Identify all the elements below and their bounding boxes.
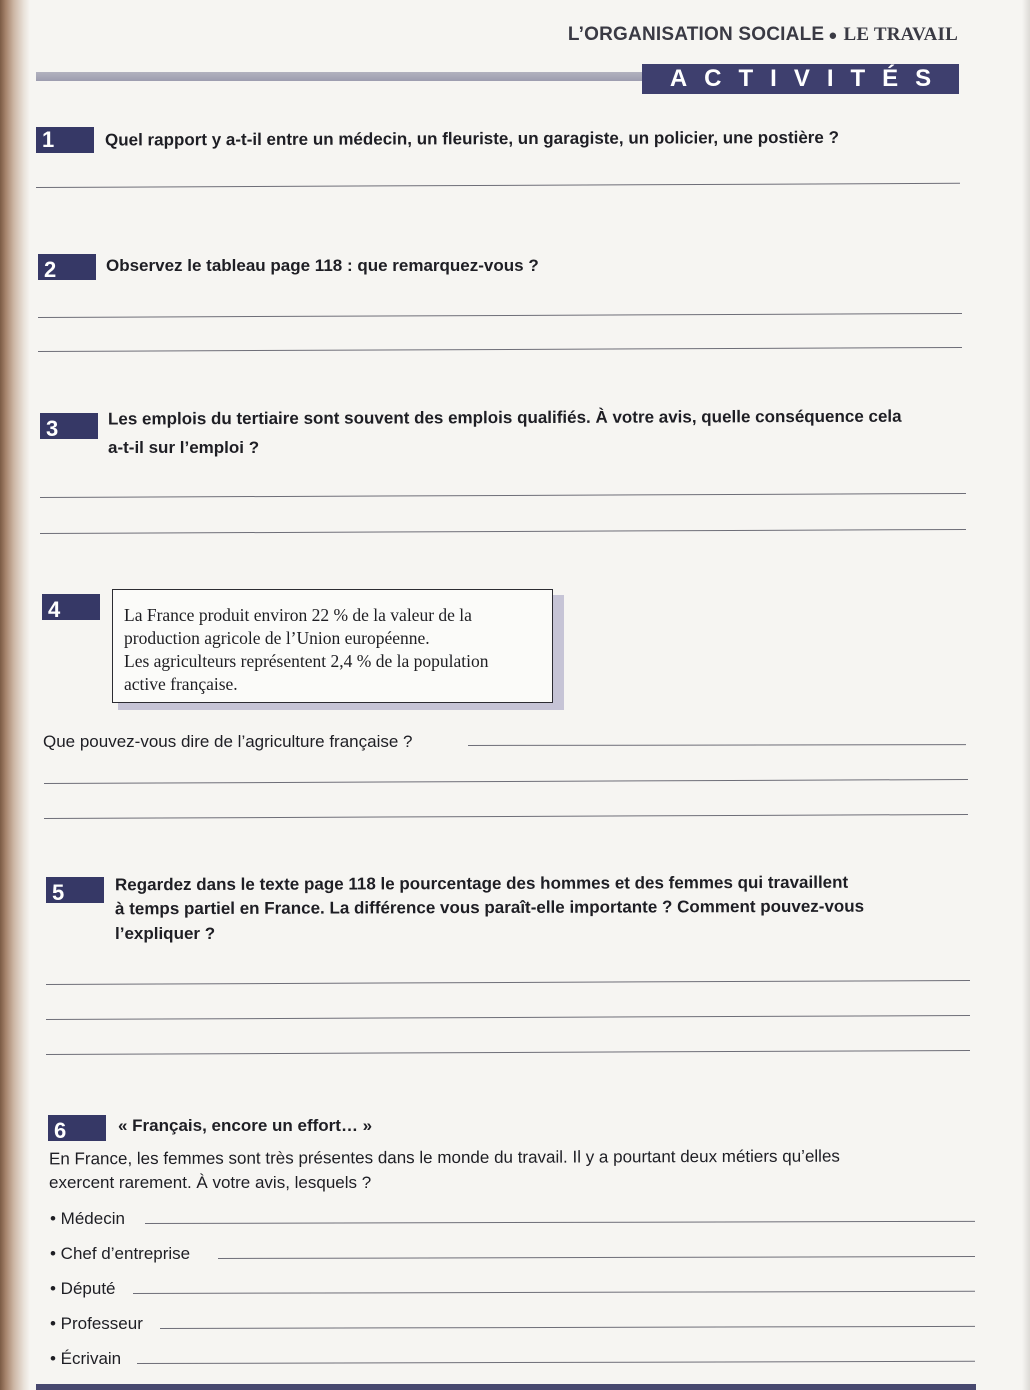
activity-number-6: 6	[48, 1115, 106, 1141]
option-medecin: • Médecin	[50, 1209, 125, 1228]
answer-line[interactable]	[38, 313, 962, 318]
answer-line[interactable]	[40, 493, 966, 498]
answer-line[interactable]	[218, 1256, 975, 1259]
activity-number-2: 2	[38, 254, 96, 280]
activity-5-question-line-2: à temps partiel en France. La différence vous paraît-elle importante ? Comment pouvez-vous	[114, 896, 865, 919]
activity-3-question-line-1: Les emplois du tertiaire sont souvent des emplois qualifiés. À votre avis, quelle conséquence cela	[107, 406, 902, 429]
answer-line[interactable]	[46, 1050, 970, 1055]
answer-line[interactable]	[133, 1291, 975, 1294]
activity-number-1: 1	[36, 127, 94, 153]
info-box-line: La France produit environ 22 % de la valeur de la	[124, 605, 472, 625]
option-professeur: • Professeur	[50, 1314, 143, 1333]
answer-line[interactable]	[44, 814, 968, 819]
activity-6-title: « Français, encore un effort… »	[118, 1116, 373, 1135]
header-chapter: LE TRAVAIL	[843, 24, 958, 45]
activity-6-intro-line-1: En France, les femmes sont très présentes dans le monde du travail. Il y a pourtant deux métiers qu’elles	[48, 1146, 840, 1169]
answer-line[interactable]	[46, 980, 970, 985]
activity-number-4: 4	[42, 594, 100, 620]
info-box-line: active française.	[124, 674, 238, 694]
activity-5-question-line-3: l’expliquer ?	[115, 924, 216, 943]
activity-number-5: 5	[46, 877, 104, 903]
activity-2-question: Observez le tableau page 118 : que remarquez-vous ?	[106, 256, 539, 275]
running-header	[568, 24, 958, 46]
info-box-line: production agricole de l’Union européenne.	[124, 628, 430, 648]
answer-line[interactable]	[38, 347, 962, 352]
info-box	[112, 589, 553, 703]
header-section: L’ORGANISATION SOCIALE	[567, 24, 825, 45]
info-box-line: Les agriculteurs représentent 2,4 % de la population	[124, 651, 489, 671]
option-ecrivain: • Écrivain	[50, 1349, 122, 1368]
option-depute: • Député	[50, 1279, 116, 1298]
activity-4-question: Que pouvez-vous dire de l’agriculture française ?	[43, 732, 413, 751]
answer-line[interactable]	[46, 1015, 970, 1020]
answer-line[interactable]	[468, 744, 966, 746]
option-chef-entreprise: • Chef d’entreprise	[50, 1244, 191, 1263]
answer-line[interactable]	[137, 1361, 975, 1364]
book-binding-edge	[0, 0, 30, 1390]
activity-1-question: Quel rapport y a-t-il entre un médecin, un fleuriste, un garagiste, un policier, une postière ?	[104, 127, 839, 150]
answer-line[interactable]	[160, 1326, 975, 1329]
activity-6-intro-line-2: exercent rarement. À votre avis, lesquels ?	[49, 1173, 372, 1192]
answer-line[interactable]	[36, 183, 960, 188]
header-bullet: ●	[828, 27, 838, 44]
answer-line[interactable]	[44, 779, 968, 784]
answer-line[interactable]	[40, 529, 966, 534]
page-footer-bar	[36, 1384, 976, 1390]
answer-line[interactable]	[145, 1221, 975, 1224]
page-edge	[1022, 0, 1030, 1390]
banner-rule	[36, 72, 646, 81]
activity-3-question-line-2: a-t-il sur l’emploi ?	[108, 438, 260, 457]
activity-5-question-line-1: Regardez dans le texte page 118 le pourcentage des hommes et des femmes qui travaillent	[114, 872, 849, 895]
activities-banner: ACTIVITÉS	[642, 64, 959, 94]
activity-number-3: 3	[40, 413, 98, 439]
